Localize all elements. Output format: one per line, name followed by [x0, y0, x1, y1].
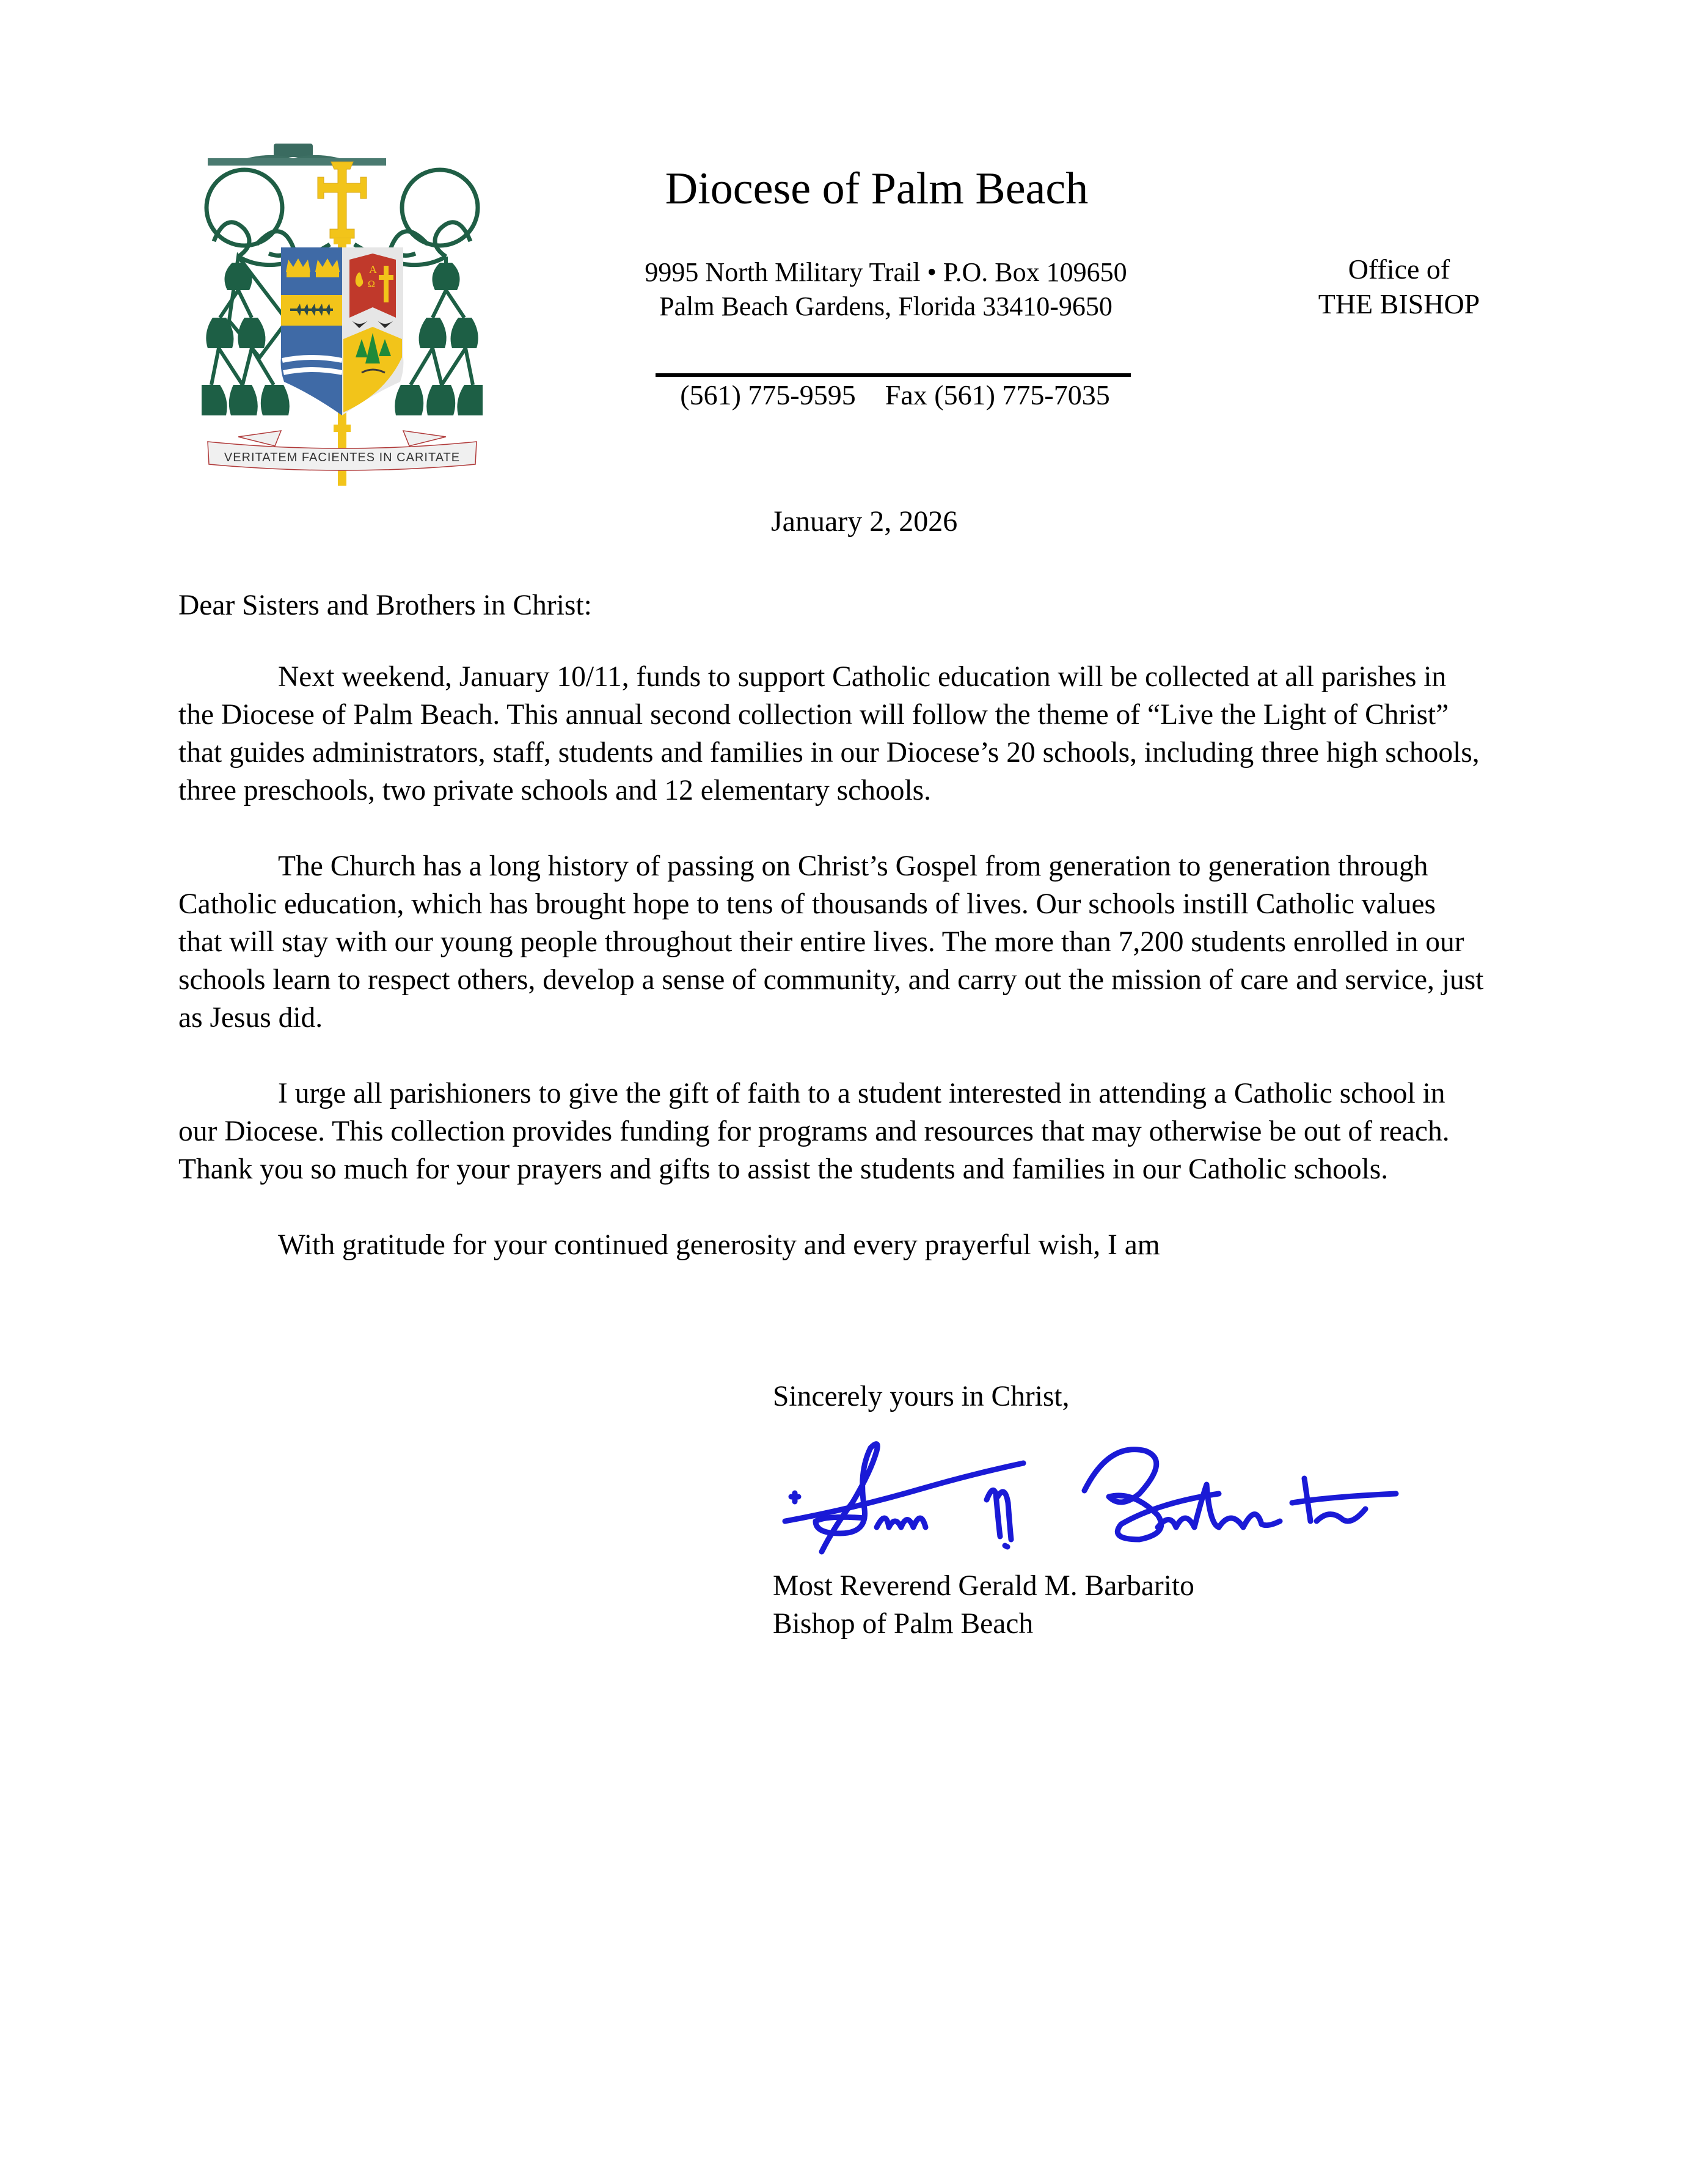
svg-text:A: A	[369, 263, 377, 276]
mailing-address	[586, 255, 1185, 324]
handwritten-signature-icon	[779, 1436, 1427, 1558]
organization-title: Diocese of Palm Beach	[665, 164, 1089, 214]
office-line-2: THE BISHOP	[1318, 288, 1480, 320]
letterhead-divider	[656, 373, 1131, 377]
letter-body	[178, 586, 1486, 1264]
crest-motto: VERITATEM FACIENTES IN CARITATE	[224, 451, 461, 464]
svg-text:Ω: Ω	[368, 279, 375, 290]
salutation: Dear Sisters and Brothers in Christ:	[178, 590, 592, 621]
signer-block	[773, 1567, 1194, 1643]
tassels-left-icon	[202, 257, 290, 415]
galero-hat-icon	[208, 144, 386, 166]
address-line-2: Palm Beach Gardens, Florida 33410-9650	[659, 291, 1113, 321]
phone-number: (561) 775-9595	[680, 379, 856, 411]
contact-numbers	[617, 380, 1173, 411]
closing-line: With gratitude for your continued generosity and every prayerful wish, I am	[278, 1229, 1160, 1261]
shield-icon	[281, 247, 404, 415]
office-line-1: Office of	[1348, 254, 1450, 285]
paragraph-2: The Church has a long history of passing on Christ’s Gospel from generation to generation through Catholic education, which has brought hope to tens of thousands of lives. Our schools instill Catholic values that will stay with our young people throughout their entire lives. The more than 7,200 students enrolled in our schools learn to respect others, develop a sense of community, and carry out the mission of care and service, just as Jesus did.	[178, 850, 1484, 1034]
paragraph-3: I urge all parishioners to give the gift of faith to a student interested in attending a Catholic school in our Diocese. This collection provides funding for programs and resources that may otherwise be out of reach. Thank you so much for your prayers and gifts to assist the students and families in our Catholic schools.	[178, 1078, 1450, 1185]
signoff: Sincerely yours in Christ,	[773, 1381, 1070, 1412]
signer-title: Bishop of Palm Beach	[773, 1608, 1034, 1640]
office-label	[1277, 252, 1521, 321]
fax-number: Fax (561) 775-7035	[885, 379, 1110, 411]
coat-of-arms-icon	[202, 137, 483, 492]
letter-date: January 2, 2026	[771, 505, 958, 538]
address-line-1: 9995 North Military Trail • P.O. Box 109650	[645, 257, 1127, 287]
tassels-right-icon	[395, 257, 483, 415]
paragraph-1: Next weekend, January 10/11, funds to support Catholic education will be collected at all parishes in the Diocese of Palm Beach. This annual second collection will follow the theme of “Live the Light of Christ” that guides administrators, staff, students and families in our Diocese’s 20 schools, including three high schools, three preschools, two private schools and 12 elementary schools.	[178, 661, 1480, 806]
signer-name: Most Reverend Gerald M. Barbarito	[773, 1570, 1194, 1602]
